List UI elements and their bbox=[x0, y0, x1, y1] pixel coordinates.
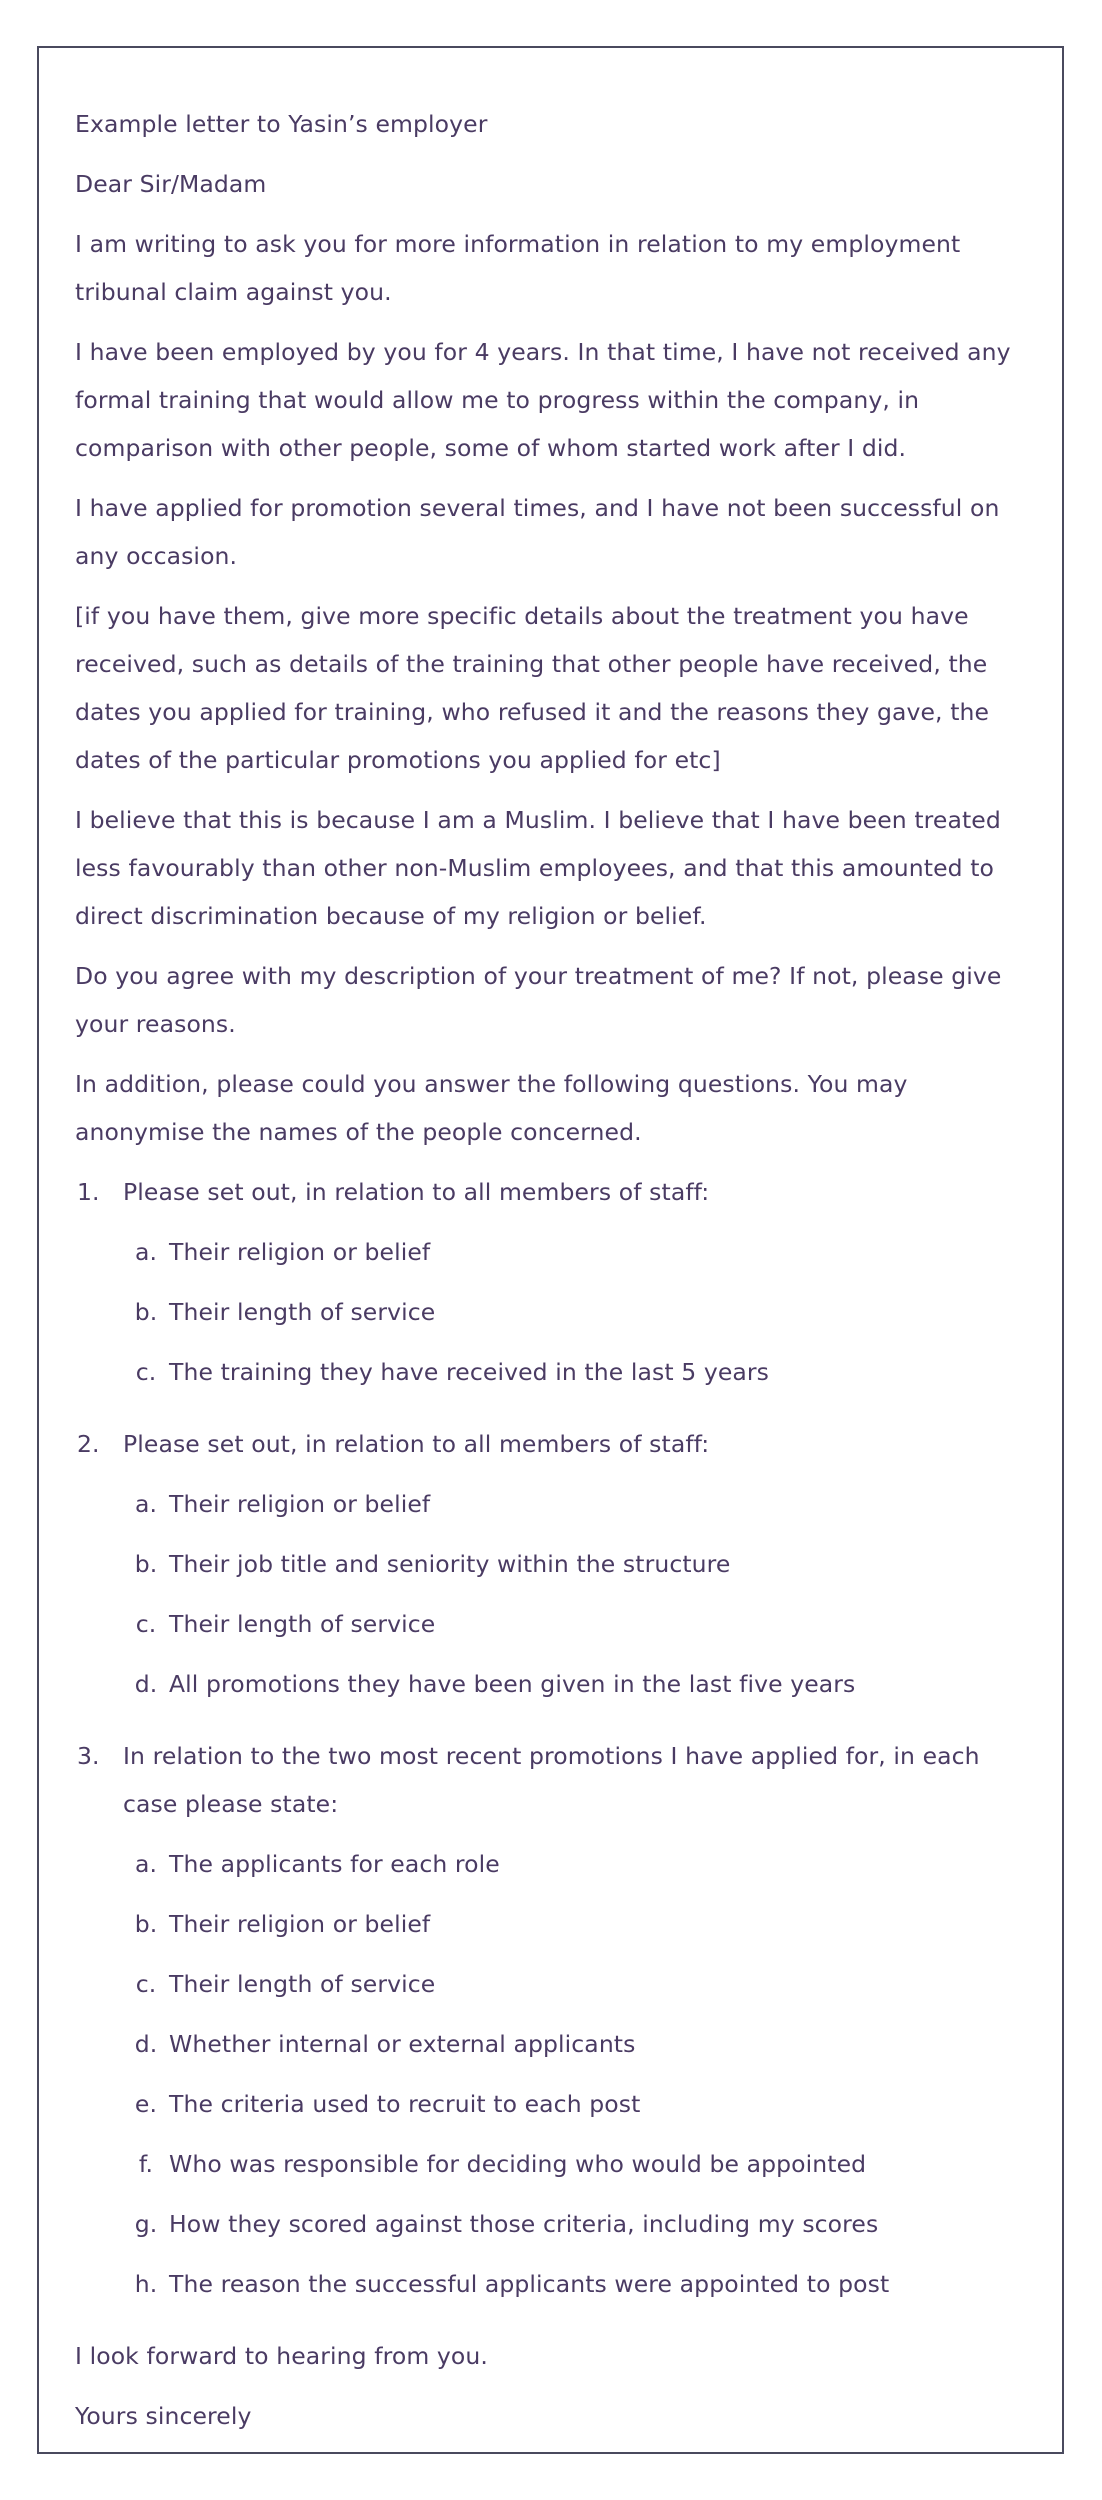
sub-question-list bbox=[123, 1480, 1026, 1708]
question-number: 1. bbox=[77, 1178, 100, 1206]
sub-question-letter: d. bbox=[134, 2030, 158, 2058]
sub-question-letter: g. bbox=[134, 2210, 158, 2238]
sub-question-item bbox=[123, 2140, 1026, 2188]
sub-question-list bbox=[123, 1840, 1026, 2308]
sub-question-text: The applicants for each role bbox=[169, 1850, 500, 1878]
question-text: Please set out, in relation to all members of staff: bbox=[123, 1430, 710, 1458]
sub-question-text: Their religion or belief bbox=[169, 1910, 431, 1938]
sub-question-letter: e. bbox=[134, 2090, 158, 2118]
sub-question-item bbox=[123, 2260, 1026, 2308]
sub-question-letter: c. bbox=[135, 1610, 157, 1638]
sub-question-item bbox=[123, 1540, 1026, 1588]
sub-question-item bbox=[123, 1600, 1026, 1648]
sub-question-letter: h. bbox=[134, 2270, 158, 2298]
sub-question-text: The training they have received in the last 5 years bbox=[169, 1358, 770, 1386]
question-text: Please set out, in relation to all members of staff: bbox=[123, 1178, 710, 1206]
sub-question-item bbox=[123, 1228, 1026, 1276]
sub-question-text: Their length of service bbox=[169, 1610, 436, 1638]
question-item bbox=[75, 1168, 1026, 1408]
sub-question-text: Their religion or belief bbox=[169, 1490, 431, 1518]
sub-question-letter: f. bbox=[138, 2150, 154, 2178]
question-item bbox=[75, 1420, 1026, 1720]
sub-question-text: Their religion or belief bbox=[169, 1238, 431, 1266]
letter-paragraph: I have applied for promotion several times, and I have not been successful on any occasion. bbox=[75, 494, 1000, 570]
sub-question-letter: c. bbox=[135, 1970, 157, 1998]
sub-question-item bbox=[123, 1900, 1026, 1948]
sub-question-item bbox=[123, 1660, 1026, 1708]
sub-question-text: All promotions they have been given in the last five years bbox=[169, 1670, 856, 1698]
sub-question-item bbox=[123, 1960, 1026, 2008]
question-item bbox=[75, 1732, 1026, 2320]
letter-heading: Example letter to Yasin’s employer bbox=[75, 110, 488, 138]
sub-question-letter: b. bbox=[134, 1910, 158, 1938]
sub-question-item bbox=[123, 1288, 1026, 1336]
letter-closing-line: I look forward to hearing from you. bbox=[75, 2342, 488, 2370]
letter-paragraph: I am writing to ask you for more information in relation to my employment tribunal claim against you. bbox=[75, 230, 961, 306]
sub-question-letter: a. bbox=[134, 1490, 158, 1518]
sub-question-text: How they scored against those criteria, including my scores bbox=[169, 2210, 879, 2238]
sub-question-letter: d. bbox=[134, 1670, 158, 1698]
sub-question-text: Who was responsible for deciding who would be appointed bbox=[169, 2150, 867, 2178]
sub-question-letter: b. bbox=[134, 1298, 158, 1326]
question-text: In relation to the two most recent promotions I have applied for, in each case please state: bbox=[123, 1742, 980, 1818]
sub-question-letter: b. bbox=[134, 1550, 158, 1578]
sub-question-letter: a. bbox=[134, 1850, 158, 1878]
sub-question-list bbox=[123, 1228, 1026, 1396]
sub-question-item bbox=[123, 2080, 1026, 2128]
letter-paragraph: [if you have them, give more specific details about the treatment you have received, such as details of the training that other people have received, the dates you applied for training, who refused it and the reasons they gave, the dates of the particular promotions you applied for etc] bbox=[75, 602, 990, 774]
sub-question-text: The criteria used to recruit to each post bbox=[169, 2090, 641, 2118]
letter-sign-off: Yours sincerely bbox=[75, 2402, 252, 2430]
question-number: 2. bbox=[77, 1430, 100, 1458]
question-number: 3. bbox=[77, 1742, 100, 1770]
sub-question-text: Whether internal or external applicants bbox=[169, 2030, 636, 2058]
sub-question-letter: c. bbox=[135, 1358, 157, 1386]
letter-paragraph: I have been employed by you for 4 years. In that time, I have not received any formal training that would allow me to progress within the company, in comparison with other people, some of whom started work after I did. bbox=[75, 338, 1011, 462]
example-letter-box bbox=[37, 46, 1064, 2454]
sub-question-letter: a. bbox=[134, 1238, 158, 1266]
sub-question-text: Their length of service bbox=[169, 1970, 436, 1998]
letter-paragraph: I believe that this is because I am a Muslim. I believe that I have been treated less favourably than other non-Muslim employees, and that this amounted to direct discrimination because of my religion or belief. bbox=[75, 806, 1001, 930]
sub-question-text: Their job title and seniority within the structure bbox=[169, 1550, 731, 1578]
sub-question-item bbox=[123, 1480, 1026, 1528]
letter-paragraph: Do you agree with my description of your treatment of me? If not, please give your reasons. bbox=[75, 962, 1002, 1038]
sub-question-text: The reason the successful applicants were appointed to post bbox=[169, 2270, 890, 2298]
letter-salutation: Dear Sir/Madam bbox=[75, 170, 267, 198]
sub-question-item bbox=[123, 1840, 1026, 1888]
question-list bbox=[75, 1168, 1026, 2320]
sub-question-text: Their length of service bbox=[169, 1298, 436, 1326]
sub-question-item bbox=[123, 1348, 1026, 1396]
letter-paragraph: In addition, please could you answer the following questions. You may anonymise the names of the people concerned. bbox=[75, 1070, 908, 1146]
sub-question-item bbox=[123, 2020, 1026, 2068]
sub-question-item bbox=[123, 2200, 1026, 2248]
